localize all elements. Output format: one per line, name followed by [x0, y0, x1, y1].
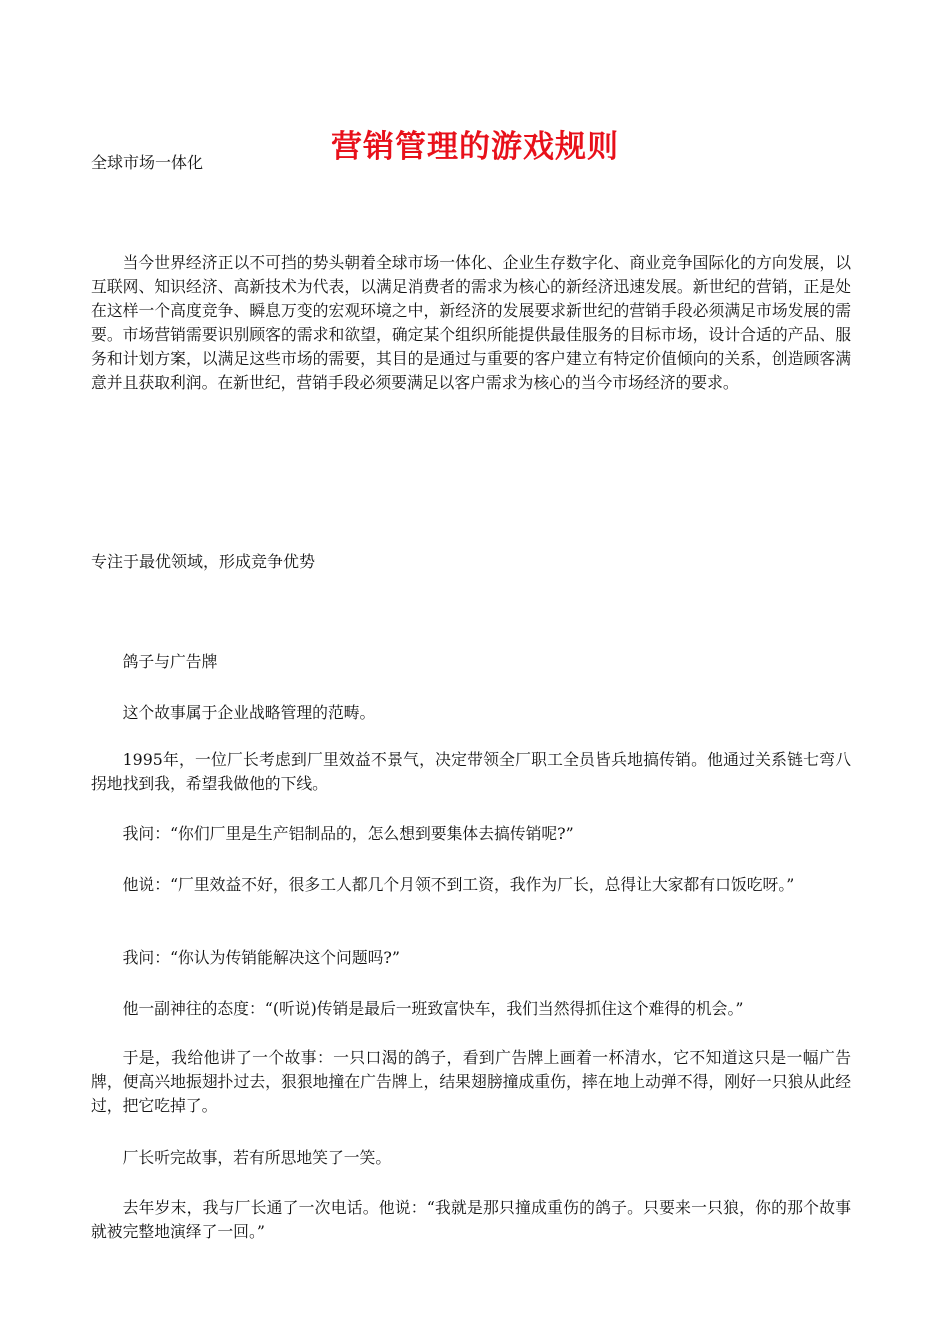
story-paragraph: 厂长听完故事，若有所思地笑了一笑。 — [122, 1148, 392, 1167]
section-heading-focus: 专注于最优领域，形成竞争优势 — [91, 552, 316, 571]
story-title: 鸽子与广告牌 — [122, 652, 218, 671]
story-paragraph: 我问：“你认为传销能解决这个问题吗?” — [122, 948, 400, 967]
story-paragraph: 于是，我给他讲了一个故事：一只口渴的鸽子，看到广告牌上画着一杯清水，它不知道这只是一幅广告牌，便高兴地振翅扑过去，狠狠地撞在广告牌上，结果翅膀撞成重伤，摔在地上动弹不得，刚好一只狼从此经过，把它吃掉了。 — [91, 1048, 851, 1115]
story-paragraph: 我问：“你们厂里是生产铝制品的，怎么想到要集体去搞传销呢?” — [122, 824, 574, 843]
story-paragraph: 这个故事属于企业战略管理的范畴。 — [122, 703, 376, 722]
document-title: 营销管理的游戏规则 — [331, 128, 619, 165]
story-paragraph: 他说：“厂里效益不好，很多工人都几个月领不到工资，我作为厂长，总得让大家都有口饭吃呀。” — [122, 875, 795, 894]
intro-paragraph: 当今世界经济正以不可挡的势头朝着全球市场一体化、企业生存数字化、商业竞争国际化的方向发展，以互联网、知识经济、高新技术为代表，以满足消费者的需求为核心的新经济迅速发展。新世纪的营销，正是处在这样一个高度竞争、瞬息万变的宏观环境之中，新经济的发展要求新世纪的营销手段必须满足市场发展的需要。市场营销需要识别顾客的需求和欲望，确定某个组织所能提供最佳服务的目标市场，设计合适的产品、服务和计划方案，以满足这些市场的需要，其目的是通过与重要的客户建立有特定价值倾向的关系，创造顾客满意并且获取利润。在新世纪，营销手段必须要满足以客户需求为核心的当今市场经济的要求。 — [91, 253, 851, 392]
story-paragraph: 1995年，一位厂长考虑到厂里效益不景气，决定带领全厂职工全员皆兵地搞传销。他通过关系链七弯八拐地找到我，希望我做他的下线。 — [91, 750, 851, 793]
story-paragraph: 他一副神往的态度：“(听说)传销是最后一班致富快车，我们当然得抓住这个难得的机会。” — [122, 999, 744, 1018]
section-heading-global-market: 全球市场一体化 — [91, 153, 204, 172]
story-paragraph: 去年岁末，我与厂长通了一次电话。他说：“我就是那只撞成重伤的鸽子。只要来一只狼，你的那个故事就被完整地演绎了一回。” — [91, 1198, 851, 1241]
